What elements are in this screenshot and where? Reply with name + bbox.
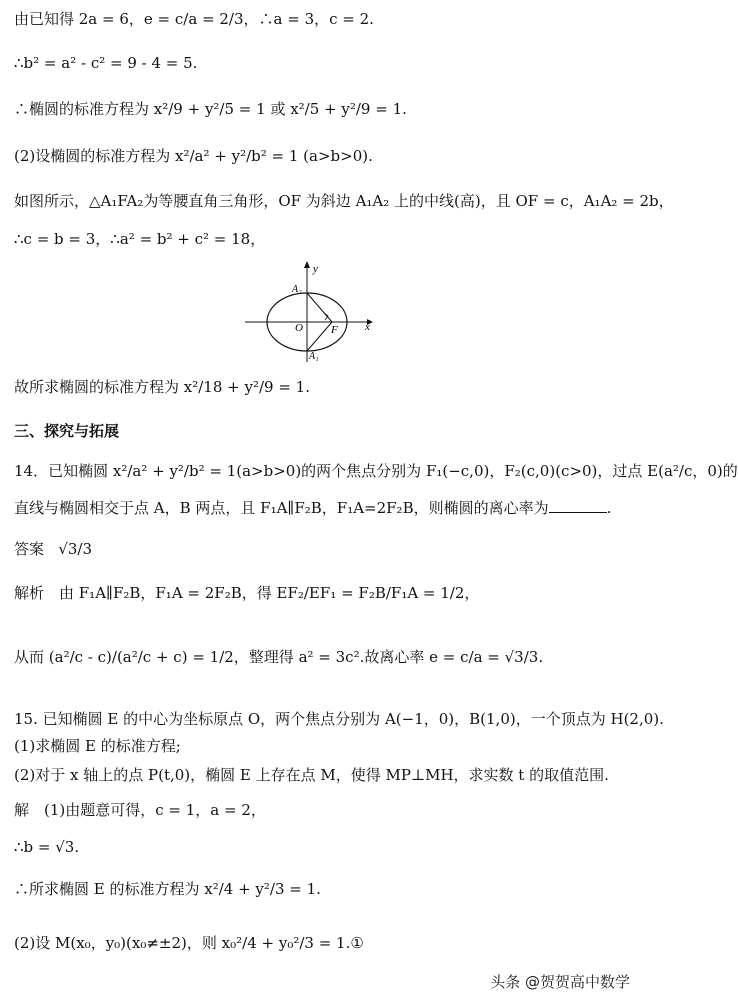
a2-label: A₂	[292, 284, 302, 295]
text-line-6: ∴c = b = 3，∴a² = b² + c² = 18，	[14, 230, 266, 248]
solution-line-1: 解 (1)由题意可得，c = 1，a = 2，	[14, 801, 266, 819]
origin-label: O	[295, 322, 303, 334]
answer-line	[14, 538, 630, 560]
problem-15-line-2: (1)求椭圆 E 的标准方程;	[14, 737, 181, 755]
text-line-1: 由已知得 2a = 6，e = c/a = 2/3，∴a = 3，c = 2.	[14, 10, 374, 28]
problem-15-line-1: 15. 已知椭圆 E 的中心为坐标原点 O，两个焦点分别为 A(−1，0)，B(1,0)，一个顶点为 H(2,0).	[14, 710, 664, 728]
text-line-3: ∴椭圆的标准方程为 x²/9 + y²/5 = 1 或 x²/5 + y²/9 = 1.	[14, 100, 407, 118]
problem-15-line-3: (2)对于 x 轴上的点 P(t,0)，椭圆 E 上存在点 M，使得 MP⊥MH，求实数 t 的取值范围.	[14, 766, 609, 784]
a1-label: A₁	[309, 351, 319, 362]
answer-value: √3/3	[58, 540, 93, 558]
analysis-line-1: 解析 由 F₁A∥F₂B，F₁A = 2F₂B，得 EF₂/EF₁ = F₂B/F₁A = 1/2，	[14, 584, 480, 602]
problem-14-line-2-end: .	[606, 499, 612, 517]
text-line-5: 如图所示，△A₁FA₂为等腰直角三角形，OF 为斜边 A₁A₂ 上的中线(高)，且 OF = c，A₁A₂ = 2b，	[14, 192, 674, 210]
analysis-line-2: 从而 (a²/c - c)/(a²/c + c) = 1/2，整理得 a² = 3c².故离心率 e = c/a = √3/3.	[14, 648, 544, 666]
text-line-4: (2)设椭圆的标准方程为 x²/a² + y²/b² = 1 (a>b>0).	[14, 147, 373, 165]
problem-14-line-1: 14．已知椭圆 x²/a² + y²/b² = 1(a>b>0)的两个焦点分别为 F₁(−c,0)，F₂(c,0)(c>0)，过点 E(a²/c，0)的	[14, 462, 738, 480]
focus-label: F	[331, 324, 338, 336]
y-axis-arrow	[304, 261, 310, 268]
answer-label: 答案	[14, 540, 45, 558]
x-axis-label: x	[365, 321, 370, 333]
answer-blank	[549, 498, 607, 513]
text-line-2: ∴b² = a² - c² = 9 - 4 = 5.	[14, 54, 198, 72]
y-axis-label: y	[313, 263, 318, 275]
text-line-7: 故所求椭圆的标准方程为 x²/18 + y²/9 = 1.	[14, 378, 310, 396]
problem-14-line-2-text: 直线与椭圆相交于点 A，B 两点，且 F₁A∥F₂B，F₁A=2F₂B，则椭圆的离心率为	[14, 499, 549, 517]
solution-line-4: (2)设 M(x₀，y₀)(x₀≠±2)，则 x₀²/4 + y₀²/3 = 1.①	[14, 934, 364, 952]
ellipse-diagram	[245, 258, 380, 363]
problem-14-line-2	[14, 497, 630, 519]
solution-line-2: ∴b = √3.	[14, 838, 80, 856]
section-heading: 三、探究与拓展	[14, 422, 120, 440]
solution-line-3: ∴所求椭圆 E 的标准方程为 x²/4 + y²/3 = 1.	[14, 880, 321, 898]
watermark-text: 头条 @贺贺高中数学	[490, 973, 630, 991]
